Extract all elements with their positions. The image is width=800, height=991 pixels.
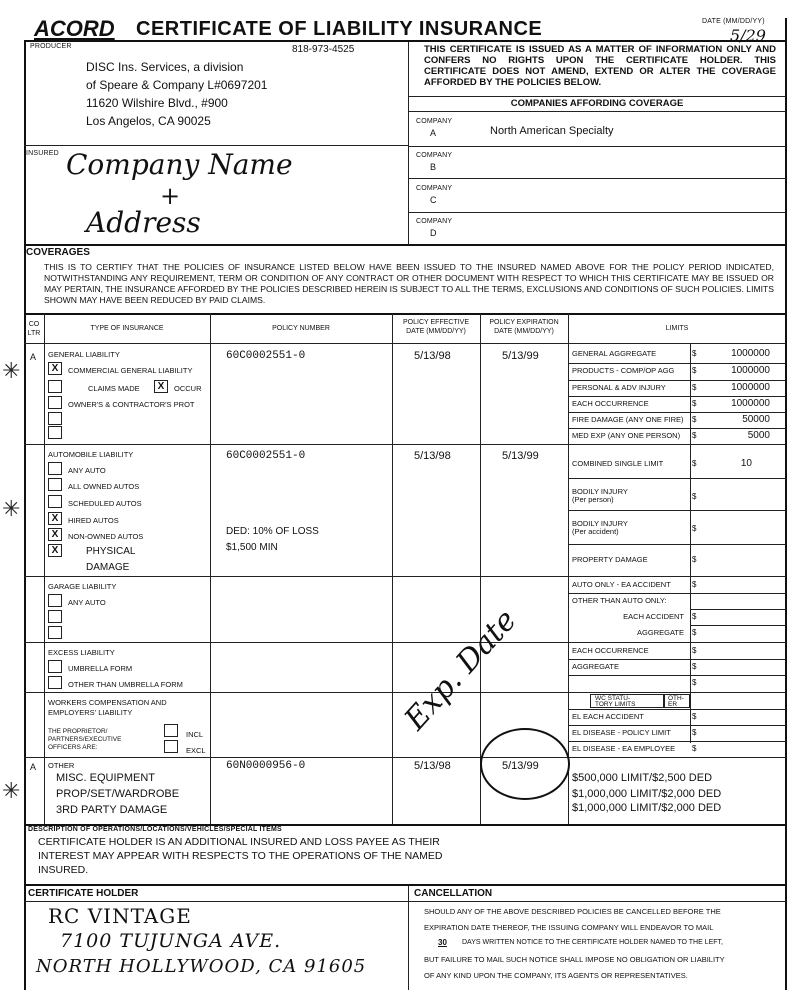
scheduled-label: SCHEDULED AUTOS xyxy=(68,499,142,508)
limit-personal-injury: PERSONAL & ADV INJURY $ 1000000 xyxy=(572,382,770,393)
commercial-gl-checkbox[interactable]: X xyxy=(48,362,62,375)
limit-bodily-accident: BODILY INJURY $ (Per accident) xyxy=(572,519,697,536)
other-limit-2: $1,000,000 LIMIT/$2,000 DED xyxy=(572,788,722,800)
commercial-gl-label: COMMERCIAL GENERAL LIABILITY xyxy=(68,366,193,375)
insured-hand-line-3: Address xyxy=(86,206,201,239)
insured-hand-line-1: Company Name xyxy=(66,148,293,181)
cancellation-line-5: OF ANY KIND UPON THE COMPANY, ITS AGENTS OR REPRESENTATIVES. xyxy=(424,971,688,980)
limit-excess-aggregate: AGGREGATE $ xyxy=(572,662,697,671)
garage-blank-checkbox-1[interactable] xyxy=(48,610,62,623)
page-title: CERTIFICATE OF LIABILITY INSURANCE xyxy=(136,18,543,40)
cancellation-line-3: DAYS WRITTEN NOTICE TO THE CERTIFICATE HOLDER NAMED TO THE LEFT, xyxy=(462,939,723,946)
other-policy-number: 60N0000956-0 xyxy=(226,760,306,772)
all-owned-checkbox[interactable] xyxy=(48,478,62,491)
description-line-1: CERTIFICATE HOLDER IS AN ADDITIONAL INSURED AND LOSS PAYEE AS THEIR xyxy=(38,836,440,848)
other-limit-3: $1,000,000 LIMIT/$2,000 DED xyxy=(572,802,722,814)
physical-damage-checkbox[interactable]: X xyxy=(48,544,62,557)
auto-ded-1: DED: 10% OF LOSS xyxy=(226,526,319,537)
scheduled-checkbox[interactable] xyxy=(48,495,62,508)
physical-label: PHYSICAL xyxy=(86,546,136,557)
occur-label: OCCUR xyxy=(174,384,202,393)
coverages-text: THIS IS TO CERTIFY THAT THE POLICIES OF INSURANCE LISTED BELOW HAVE BEEN ISSUED TO THE INSURED NAMED ABOVE FOR THE POLICY PERIOD INDICATED, NOTWITHSTANDING ANY REQUIREMENT, TERM OR CONDITION OF ANY CONTRACT OR OTHER DOCUMENT WITH RESPECT TO WHICH THIS CERTIFICATE MAY BE ISSUED OR MAY PERTAIN, THE INSURANCE AFFORDED BY THE POLICIES DESCRIBED HEREIN IS SUBJECT TO ALL THE TERMS, EXCLUSIONS AND CONDITIONS OF SUCH POLICIES. LIMITS SHOWN MAY HAVE BEEN REDUCED BY PAID CLAIMS. xyxy=(44,262,774,305)
exp-date-annotation: Exp. Date xyxy=(397,602,524,737)
limit-el-each-accident: EL EACH ACCIDENT $ xyxy=(572,712,697,721)
other-expiration: 5/13/99 xyxy=(502,760,539,772)
cancellation-line-4: BUT FAILURE TO MAIL SUCH NOTICE SHALL IMPOSE NO OBLIGATION OR LIABILITY xyxy=(424,955,725,964)
holder-line-3: NORTH HOLLYWOOD, CA 91605 xyxy=(36,956,367,977)
producer-line-3: 11620 Wilshire Blvd., #900 xyxy=(86,96,228,110)
holder-line-2: 7100 TUJUNGA AVE. xyxy=(60,930,282,952)
auto-effective: 5/13/98 xyxy=(414,450,451,462)
info-notice: THIS CERTIFICATE IS ISSUED AS A MATTER OF INFORMATION ONLY AND CONFERS NO RIGHTS UPON THE CERTIFICATE HOLDER. THIS CERTIFICATE DOES NOT AMEND, EXTEND OR ALTER THE COVERAGE AFFORDED BY THE POLICIES BELOW. xyxy=(424,44,776,88)
other-effective: 5/13/98 xyxy=(414,760,451,772)
other-title: OTHER xyxy=(48,761,75,770)
gl-blank-checkbox-2[interactable] xyxy=(48,426,62,439)
owners-label: OWNER'S & CONTRACTOR'S PROT xyxy=(68,400,195,409)
general-expiration: 5/13/99 xyxy=(502,350,539,362)
incl-checkbox[interactable] xyxy=(164,724,178,737)
limit-excess-blank: $ xyxy=(692,678,697,687)
col-co-ltr: CO LTR xyxy=(27,321,41,337)
auto-expiration: 5/13/99 xyxy=(502,450,539,462)
general-effective: 5/13/98 xyxy=(414,350,451,362)
producer-phone: 818-973-4525 xyxy=(292,44,355,55)
description-line-3: INSURED. xyxy=(38,864,89,876)
company-b: COMPANY B xyxy=(416,152,453,172)
cancellation-line-2: EXPIRATION DATE THEREOF, THE ISSUING COMPANY WILL ENDEAVOR TO MAIL xyxy=(424,923,714,932)
garage-any-auto-checkbox[interactable] xyxy=(48,594,62,607)
limit-med-exp: MED EXP (ANY ONE PERSON) $ 5000 xyxy=(572,430,770,441)
limit-each-accident: EACH ACCIDENT $ xyxy=(623,612,697,621)
auto-title: AUTOMOBILE LIABILITY xyxy=(48,450,134,459)
occur-checkbox[interactable]: X xyxy=(154,380,168,393)
any-auto-checkbox[interactable] xyxy=(48,462,62,475)
acord-logo: ACORD xyxy=(34,16,115,41)
excess-title: EXCESS LIABILITY xyxy=(48,648,115,657)
umbrella-label: UMBRELLA FORM xyxy=(68,664,133,673)
gl-blank-checkbox-1[interactable] xyxy=(48,412,62,425)
auto-policy-number: 60C0002551-0 xyxy=(226,450,306,462)
companies-heading: COMPANIES AFFORDING COVERAGE xyxy=(510,98,684,109)
col-type: TYPE OF INSURANCE xyxy=(90,325,164,332)
producer-label: PRODUCER xyxy=(30,43,72,50)
excl-checkbox[interactable] xyxy=(164,740,178,753)
other-limit-1: $500,000 LIMIT/$2,500 DED xyxy=(572,772,713,784)
workers-title-2: EMPLOYERS' LIABILITY xyxy=(48,708,133,717)
hired-checkbox[interactable]: X xyxy=(48,512,62,525)
damage-label: DAMAGE xyxy=(86,562,130,573)
company-c: COMPANY C xyxy=(416,185,453,205)
margin-asterisk-2: ✳ xyxy=(2,496,21,521)
general-policy-number: 60C0002551-0 xyxy=(226,350,306,362)
cancellation-label: CANCELLATION xyxy=(414,888,493,899)
owners-checkbox[interactable] xyxy=(48,396,62,409)
col-expiration: POLICY EXPIRATION DATE (MM/DD/YY) xyxy=(489,319,559,335)
col-limits: LIMITS xyxy=(665,325,689,332)
cancellation-line-1: SHOULD ANY OF THE ABOVE DESCRIBED POLICIES BE CANCELLED BEFORE THE xyxy=(424,907,721,916)
other-item-3: 3RD PARTY DAMAGE xyxy=(56,804,168,816)
producer-line-2: of Speare & Company L#0697201 xyxy=(86,78,268,92)
non-owned-label: NON-OWNED AUTOS xyxy=(68,532,144,541)
col-policy: POLICY NUMBER xyxy=(272,325,330,332)
limit-el-policy: EL DISEASE - POLICY LIMIT $ xyxy=(572,728,697,737)
workers-title-1: WORKERS COMPENSATION AND xyxy=(48,698,167,707)
insured-hand-line-2: + xyxy=(160,182,181,210)
other-item-1: MISC. EQUIPMENT xyxy=(56,772,156,784)
date-label: DATE (MM/DD/YY) xyxy=(702,18,765,25)
producer-line-1: DISC Ins. Services, a division xyxy=(86,60,244,74)
wc-statutory-box: WC STATU- TORY LIMITS xyxy=(590,694,664,708)
margin-asterisk-1: ✳ xyxy=(2,358,21,383)
producer-line-4: Los Angelos, CA 90025 xyxy=(86,114,211,128)
wc-other-box: OTH- ER xyxy=(664,694,690,708)
limit-aggregate: AGGREGATE $ xyxy=(637,628,697,637)
claims-made-checkbox[interactable] xyxy=(48,380,62,393)
other-item-2: PROP/SET/WARDROBE xyxy=(56,788,180,800)
excl-label: EXCL xyxy=(186,746,206,755)
insured-label: INSURED xyxy=(26,150,59,157)
hired-label: HIRED AUTOS xyxy=(68,516,119,525)
garage-blank-checkbox-2[interactable] xyxy=(48,626,62,639)
limit-el-employee: EL DISEASE - EA EMPLOYEE $ xyxy=(572,744,697,753)
any-auto-label: ANY AUTO xyxy=(68,466,106,475)
workers-sub-2: PARTNERS/EXECUTIVE xyxy=(48,736,122,743)
limit-excess-occurrence: EACH OCCURRENCE $ xyxy=(572,646,697,655)
cancellation-days: 30 xyxy=(438,938,447,947)
other-umbrella-label: OTHER THAN UMBRELLA FORM xyxy=(68,680,183,689)
description-label: DESCRIPTION OF OPERATIONS/LOCATIONS/VEHICLES/SPECIAL ITEMS xyxy=(28,826,282,833)
limit-property-damage: PROPERTY DAMAGE $ xyxy=(572,555,697,564)
description-line-2: INTEREST MAY APPEAR WITH RESPECTS TO THE OPERATIONS OF THE NAMED xyxy=(38,850,443,862)
garage-title: GARAGE LIABILITY xyxy=(48,582,117,591)
general-title: GENERAL LIABILITY xyxy=(48,350,120,359)
limit-products-agg: PRODUCTS - COMP/OP AGG $ 1000000 xyxy=(572,365,770,376)
non-owned-checkbox[interactable]: X xyxy=(48,528,62,541)
workers-sub-3: OFFICERS ARE: xyxy=(48,744,98,751)
other-umbrella-checkbox[interactable] xyxy=(48,676,62,689)
claims-made-label: CLAIMS MADE xyxy=(88,384,140,393)
coverages-heading: COVERAGES xyxy=(26,247,90,258)
all-owned-label: ALL OWNED AUTOS xyxy=(68,482,140,491)
date-value: 5/29 xyxy=(730,26,766,45)
limit-auto-only: AUTO ONLY - EA ACCIDENT $ xyxy=(572,580,697,589)
auto-ded-2: $1,500 MIN xyxy=(226,542,278,553)
limit-each-occurrence: EACH OCCURRENCE $ 1000000 xyxy=(572,398,770,409)
other-ltr: A xyxy=(30,762,37,772)
limit-bodily-person: BODILY INJURY $ (Per person) xyxy=(572,487,697,504)
holder-label: CERTIFICATE HOLDER xyxy=(28,888,139,899)
workers-sub-1: THE PROPRIETOR/ xyxy=(48,728,108,735)
limit-fire-damage: FIRE DAMAGE (ANY ONE FIRE) $ 50000 xyxy=(572,414,770,425)
limit-combined-single: COMBINED SINGLE LIMIT $ 10 xyxy=(572,458,752,469)
exp-date-circle xyxy=(480,728,570,800)
company-d: COMPANY D xyxy=(416,218,453,238)
col-effective: POLICY EFFECTIVE DATE (MM/DD/YY) xyxy=(403,319,469,335)
company-a: COMPANY A North American Specialty xyxy=(416,118,614,138)
margin-asterisk-3: ✳ xyxy=(2,778,21,803)
umbrella-checkbox[interactable] xyxy=(48,660,62,673)
general-ltr: A xyxy=(30,352,37,362)
holder-line-1: RC VINTAGE xyxy=(48,904,192,928)
limit-general-aggregate: GENERAL AGGREGATE $ 1000000 xyxy=(572,348,770,359)
incl-label: INCL xyxy=(186,730,204,739)
limit-other-than-auto: OTHER THAN AUTO ONLY: xyxy=(572,596,667,605)
garage-any-auto-label: ANY AUTO xyxy=(68,598,106,607)
